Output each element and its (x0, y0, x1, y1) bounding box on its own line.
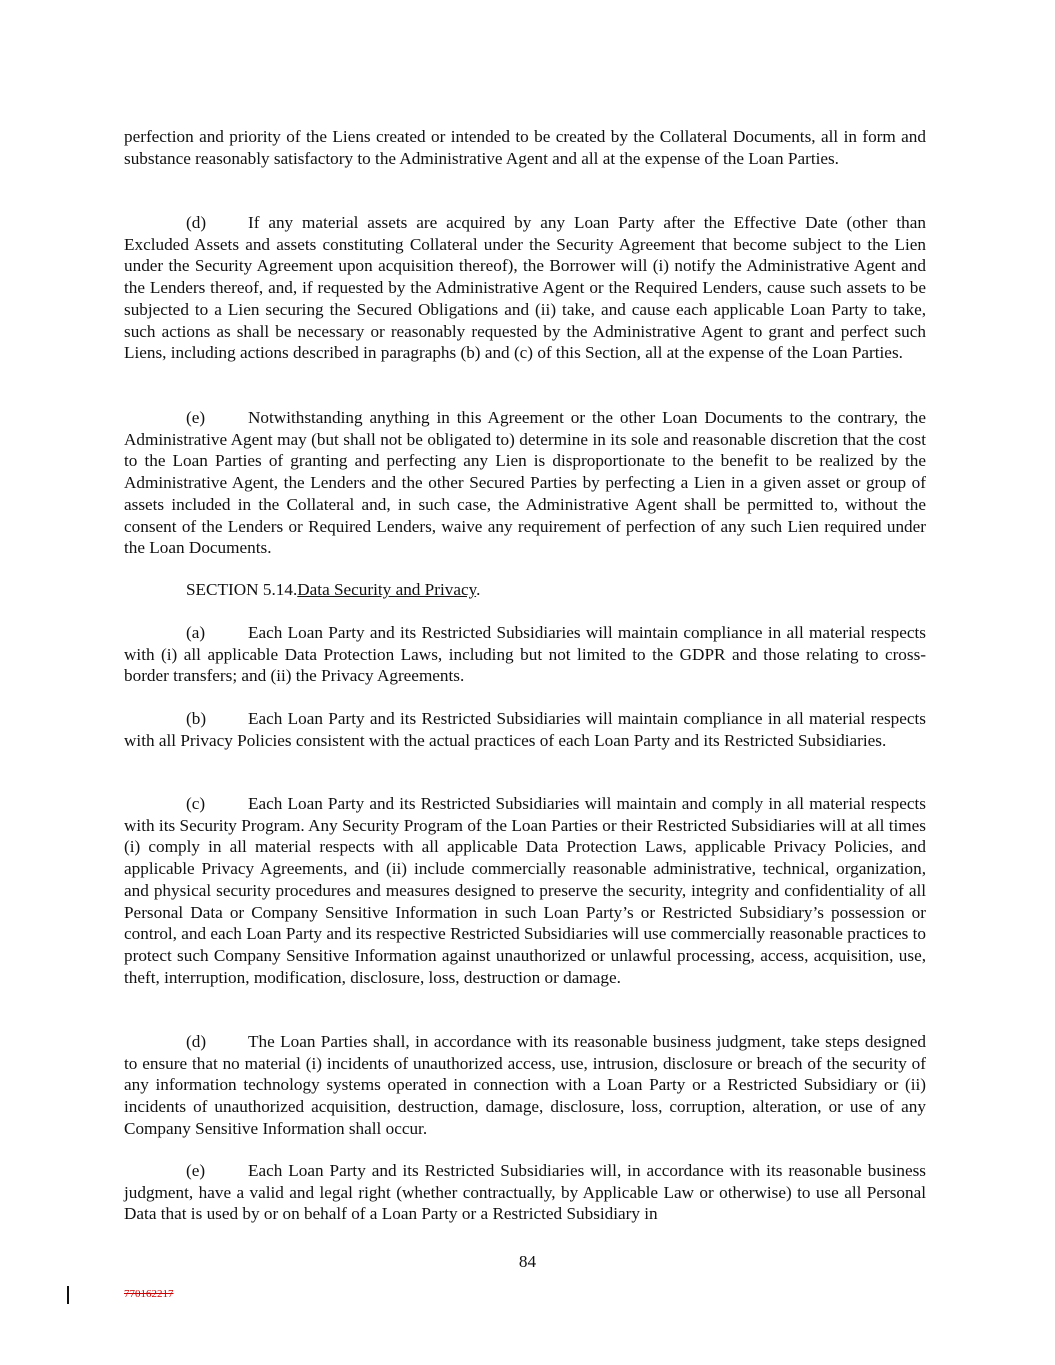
paragraph-text: Each Loan Party and its Restricted Subsidiaries will maintain compliance in all material respects with all Privacy Policies consistent with the actual practices of each Loan Party and its Restricted Subsidiaries. (124, 709, 926, 750)
document-id: 770162217 (124, 1288, 174, 1300)
paragraph-label: (e) (186, 408, 206, 427)
paragraph-label: (d) (186, 213, 207, 232)
paragraph-label: (c) (186, 794, 206, 813)
carryover-paragraph (124, 126, 926, 169)
paragraph-text: Each Loan Party and its Restricted Subsidiaries will, in accordance with its reasonable business judgment, have a valid and legal right (whether contractually, by Applicable Law or otherwise) to use all Personal Data that is used by or on behalf of a Loan Party or a Restricted Subsidiary in (124, 1161, 926, 1224)
section-title: Data Security and Privacy (297, 580, 477, 599)
paragraph-d-effective-date (124, 212, 926, 364)
paragraph-text: The Loan Parties shall, in accordance with its reasonable business judgment, take steps designed to ensure that no material (i) incidents of unauthorized access, use, intrusion, disclosure or breach of the security of any information technology systems operated in connection with a Loan Party or a Restricted Subsidiary or (ii) incidents of unauthorized acquisition, destruction, damage, disclosure, loss, corruption, alteration, or use of any Company Sensitive Information shall occur. (124, 1032, 926, 1138)
section-paragraph-b (124, 708, 926, 751)
page-number: 84 (518, 1252, 537, 1271)
section-paragraph-d (124, 1031, 926, 1140)
paragraph-label: (e) (186, 1161, 206, 1180)
paragraph-text: Each Loan Party and its Restricted Subsidiaries will maintain and comply in all material respects with its Security Program. Any Security Program of the Loan Parties or their Restricted Subsidiaries will at all times (i) comply in all material respects with all applicable Data Protection Laws, applicable Privacy Policies, and applicable Privacy Agreements, and (ii) include commercially reasonable administrative, technical, organization, and physical security procedures and measures designed to preserve the security, integrity and confidentiality of all Personal Data or Company Sensitive Information in such Loan Party’s or Restricted Subsidiary’s possession or control, and each Loan Party and its respective Restricted Subsidiaries will use commercially reasonable practices to protect such Company Sensitive Information against unauthorized or unlawful processing, access, acquisition, use, theft, interruption, modification, disclosure, loss, destruction or damage. (124, 794, 926, 987)
paragraph-text: If any material assets are acquired by any Loan Party after the Effective Date (other than Excluded Assets and assets constituting Collateral under the Security Agreement that become subject to the Lien under the Security Agreement upon acquisition thereof), the Borrower will (i) notify the Administrative Agent and the Lenders thereof, and, if requested by the Administrative Agent or the Required Lenders, cause such assets to be subjected to a Lien securing the Secured Obligations and (ii) take, and cause each applicable Loan Party to take, such actions as shall be necessary or reasonably requested by the Administrative Agent to grant and perfect such Liens, including actions described in paragraphs (b) and (c) of this Section, all at the expense of the Loan Parties. (124, 213, 926, 363)
section-heading (124, 579, 926, 601)
section-title-period: . (476, 580, 481, 599)
paragraph-label: (a) (186, 623, 206, 642)
revision-change-bar (67, 1286, 69, 1304)
paragraph-text: Each Loan Party and its Restricted Subsidiaries will maintain compliance in all material respects with (i) all applicable Data Protection Laws, including but not limited to the GDPR and those relating to cross-border transfers; and (ii) the Privacy Agreements. (124, 623, 926, 686)
section-paragraph-c (124, 793, 926, 988)
paragraph-label: (b) (186, 709, 207, 728)
paragraph-label: (d) (186, 1032, 207, 1051)
paragraph-text: Notwithstanding anything in this Agreement or the other Loan Documents to the contrary, the Administrative Agent may (but shall not be obligated to) determine in its sole and reasonable discretion that the cost to the Loan Parties of granting and perfecting any Lien is disproportionate to the benefit to be realized by the Administrative Agent, the Lenders and the other Secured Parties by perfecting a Lien in a given asset or group of assets included in the Collateral and, in such case, the Administrative Agent shall be permitted to, without the consent of the Lenders or Required Lenders, waive any requirement of perfection of any such Lien required under the Loan Documents. (124, 408, 926, 558)
section-number: SECTION 5.14. (186, 580, 298, 599)
carryover-text: perfection and priority of the Liens created or intended to be created by the Collateral Documents, all in form and substance reasonably satisfactory to the Administrative Agent and all at the expense of the Loan Parties. (124, 127, 926, 168)
paragraph-e-notwithstanding (124, 407, 926, 559)
section-paragraph-e (124, 1160, 926, 1225)
section-paragraph-a (124, 622, 926, 687)
